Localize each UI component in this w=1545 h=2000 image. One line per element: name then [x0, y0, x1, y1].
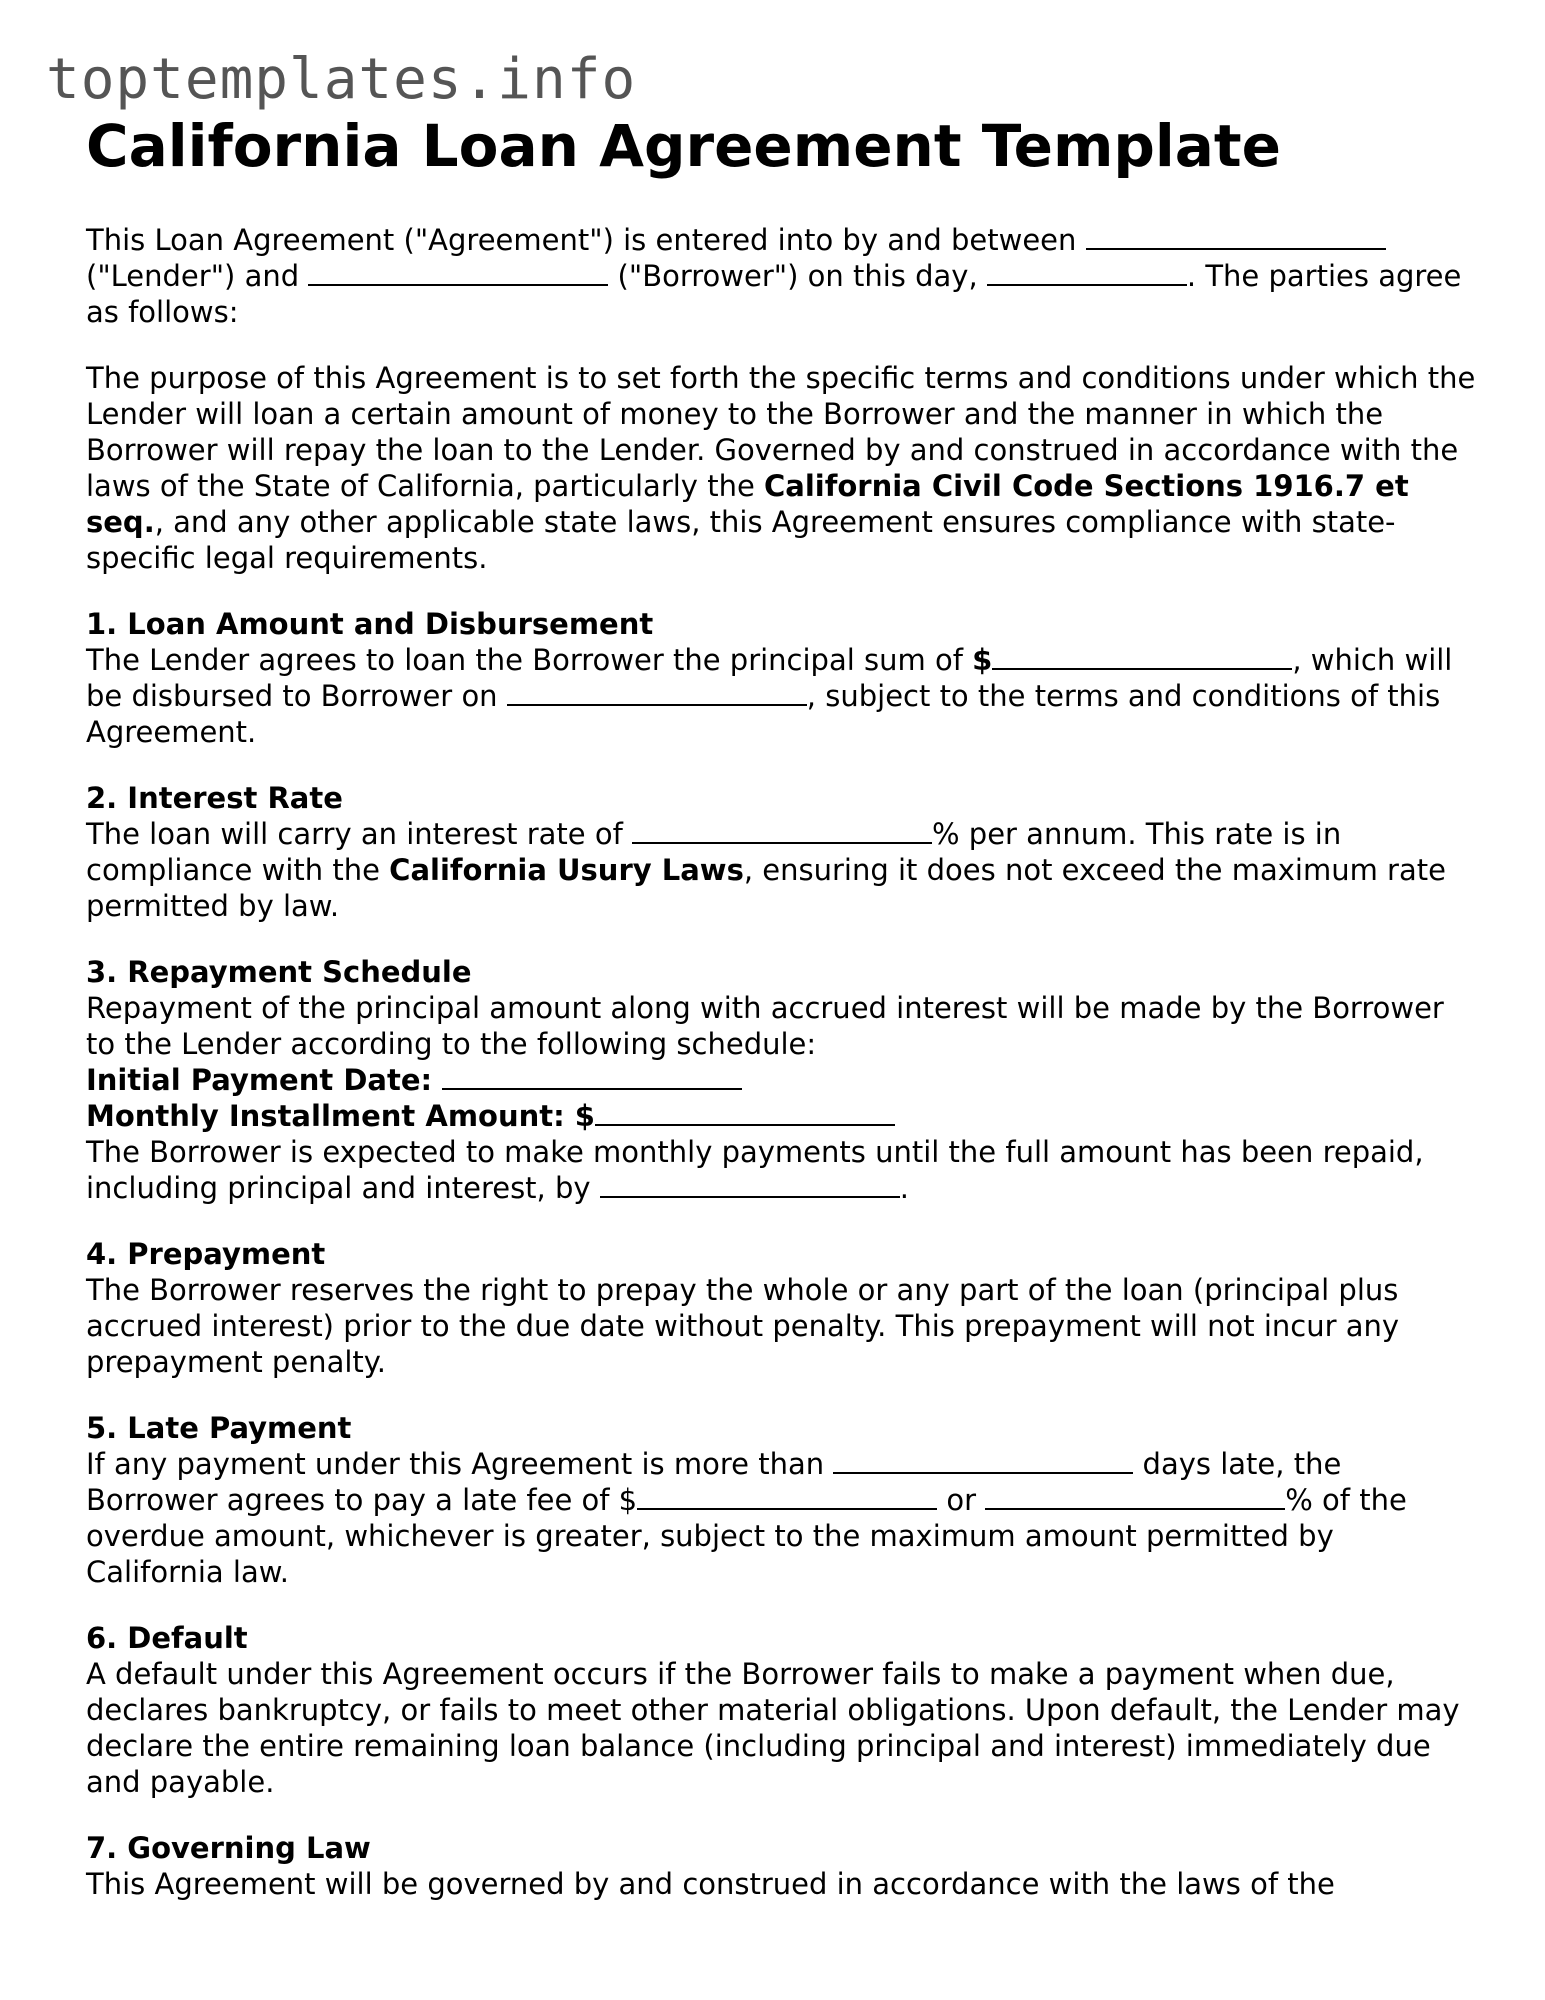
section-title: 3. Repayment Schedule — [86, 955, 472, 989]
section-body: The Borrower is expected to make monthly payments until the full amount has been repaid, including principal and interest, by . — [86, 1135, 1424, 1205]
section-prepayment — [86, 1236, 1476, 1380]
section-body: Repayment of the principal amount along with accrued interest will be made by the Borrower to the Lender according to the following schedule: — [86, 991, 1444, 1061]
borrower-name-blank[interactable] — [308, 258, 608, 286]
disbursement-date-blank[interactable] — [507, 678, 807, 706]
section-title: 6. Default — [86, 1621, 248, 1655]
section-body: The Lender agrees to loan the Borrower the principal sum of $ , which will be disbursed to Borrower on , subject to the terms and conditions of this Agreement. — [86, 643, 1453, 749]
late-days-blank[interactable] — [833, 1446, 1133, 1474]
purpose-paragraph: The purpose of this Agreement is to set forth the specific terms and conditions under which the Lender will loan a certain amount of money to the Borrower and the manner in which the Borrower will repay the loan to the Lender. Governed by and construed in accordance with the laws of the State of California, particularly the California Civil Code Sections 1916.7 et seq., and any other applicable state laws, this Agreement ensures compliance with state-specific legal requirements. — [86, 361, 1476, 575]
section-late-payment — [86, 1410, 1476, 1590]
section-body: A default under this Agreement occurs if the Borrower fails to make a payment when due, declares bankruptcy, or fails to meet other material obligations. Upon default, the Lender may declare the entire remaining loan balance (including principal and interest) immediately due and payable. — [86, 1657, 1460, 1799]
section-body: The loan will carry an interest rate of % per annum. This rate is in compliance with the California Usury Laws, ensuring it does not exceed the maximum rate permitted by law. — [86, 817, 1446, 923]
agreement-date-blank[interactable] — [987, 258, 1187, 286]
document — [86, 106, 1476, 1902]
section-loan-amount — [86, 606, 1476, 750]
section-body: This Agreement will be governed by and construed in accordance with the laws of the — [86, 1867, 1335, 1901]
intro-paragraph: This Loan Agreement ("Agreement") is entered into by and between ("Lender") and ("Borrower") on this day, . The parties agree as follows: — [86, 223, 1462, 329]
section-title: 7. Governing Law — [86, 1831, 371, 1865]
section-title: 5. Late Payment — [86, 1411, 352, 1445]
section-title: 1. Loan Amount and Disbursement — [86, 607, 654, 641]
section-title: 4. Prepayment — [86, 1237, 326, 1271]
document-title: California Loan Agreement Template — [86, 112, 1281, 180]
section-interest-rate — [86, 780, 1476, 924]
lender-name-blank[interactable] — [1086, 222, 1386, 250]
section-default — [86, 1620, 1476, 1800]
interest-rate-blank[interactable] — [632, 816, 932, 844]
initial-payment-line: Initial Payment Date: — [86, 1062, 1476, 1098]
principal-sum-blank[interactable] — [992, 642, 1292, 670]
monthly-installment-blank[interactable] — [595, 1098, 895, 1126]
final-payment-date-blank[interactable] — [600, 1170, 900, 1198]
section-body: If any payment under this Agreement is more than days late, the Borrower agrees to pay a late fee of $ or % of the overdue amount, whichever is greater, subject to the maximum amount permitted by California law. — [86, 1447, 1407, 1589]
watermark: toptemplates.info — [46, 47, 637, 112]
section-governing-law — [86, 1830, 1476, 1902]
section-repayment-schedule — [86, 954, 1476, 1206]
late-fee-amount-blank[interactable] — [637, 1482, 937, 1510]
late-fee-percent-blank[interactable] — [985, 1482, 1285, 1510]
initial-payment-date-blank[interactable] — [442, 1062, 742, 1090]
monthly-installment-line: Monthly Installment Amount: $ — [86, 1098, 1476, 1134]
section-body: The Borrower reserves the right to prepay the whole or any part of the loan (principal plus accrued interest) prior to the due date without penalty. This prepayment will not incur any prepayment penalty. — [86, 1273, 1400, 1379]
section-title: 2. Interest Rate — [86, 781, 343, 815]
